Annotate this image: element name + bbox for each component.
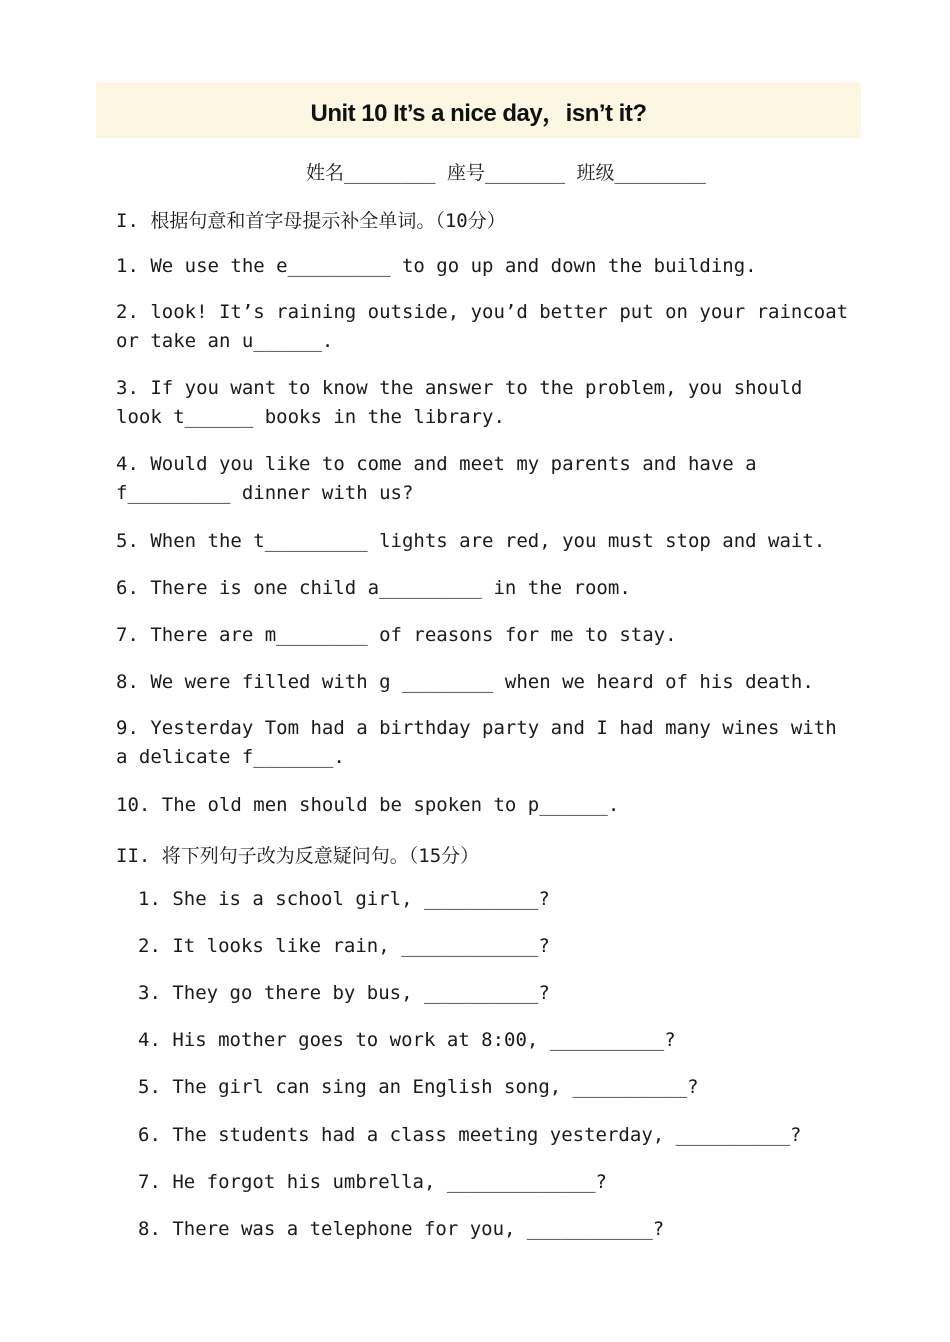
question: 5. When the t_________ lights are red, you must stop and wait. <box>116 530 826 552</box>
question: 2. look! It’s raining outside, you’d better put on your raincoat or take an u______. <box>116 301 849 352</box>
question: 9. Yesterday Tom had a birthday party and I had many wines with a delicate f_______. <box>116 717 837 768</box>
question: 8. We were filled with g ________ when we heard of his death. <box>116 671 814 693</box>
question: 7. He forgot his umbrella, _____________? <box>138 1171 607 1193</box>
question: 3. They go there by bus, __________? <box>138 982 550 1004</box>
question: 4. His mother goes to work at 8:00, __________? <box>138 1029 676 1051</box>
question: 6. There is one child a_________ in the room. <box>116 577 631 599</box>
question: 10. The old men should be spoken to p______. <box>116 794 620 816</box>
question: 1. We use the e_________ to go up and down the building. <box>116 255 757 277</box>
question: 5. The girl can sing an English song, __________? <box>138 1076 699 1098</box>
question: 6. The students had a class meeting yesterday, __________? <box>138 1124 802 1146</box>
question: 8. There was a telephone for you, ___________? <box>138 1218 665 1240</box>
page-title: Unit 10 It’s a nice day，isn’t it? <box>310 99 647 127</box>
section2-heading: II. 将下列句子改为反意疑问句。（15分） <box>116 845 480 867</box>
student-info: 姓名________ 座号_______ 班级________ <box>306 162 706 184</box>
question: 3. If you want to know the answer to the problem, you should look t______ books in the library. <box>116 377 803 428</box>
question: 7. There are m________ of reasons for me to stay. <box>116 624 677 646</box>
title-bar <box>96 82 861 138</box>
section1-heading: I. 根据句意和首字母提示补全单词。（10分） <box>116 210 506 232</box>
question: 2. It looks like rain, ____________? <box>138 935 550 957</box>
question: 4. Would you like to come and meet my parents and have a f_________ dinner with us? <box>116 453 757 504</box>
question: 1. She is a school girl, __________? <box>138 888 550 910</box>
